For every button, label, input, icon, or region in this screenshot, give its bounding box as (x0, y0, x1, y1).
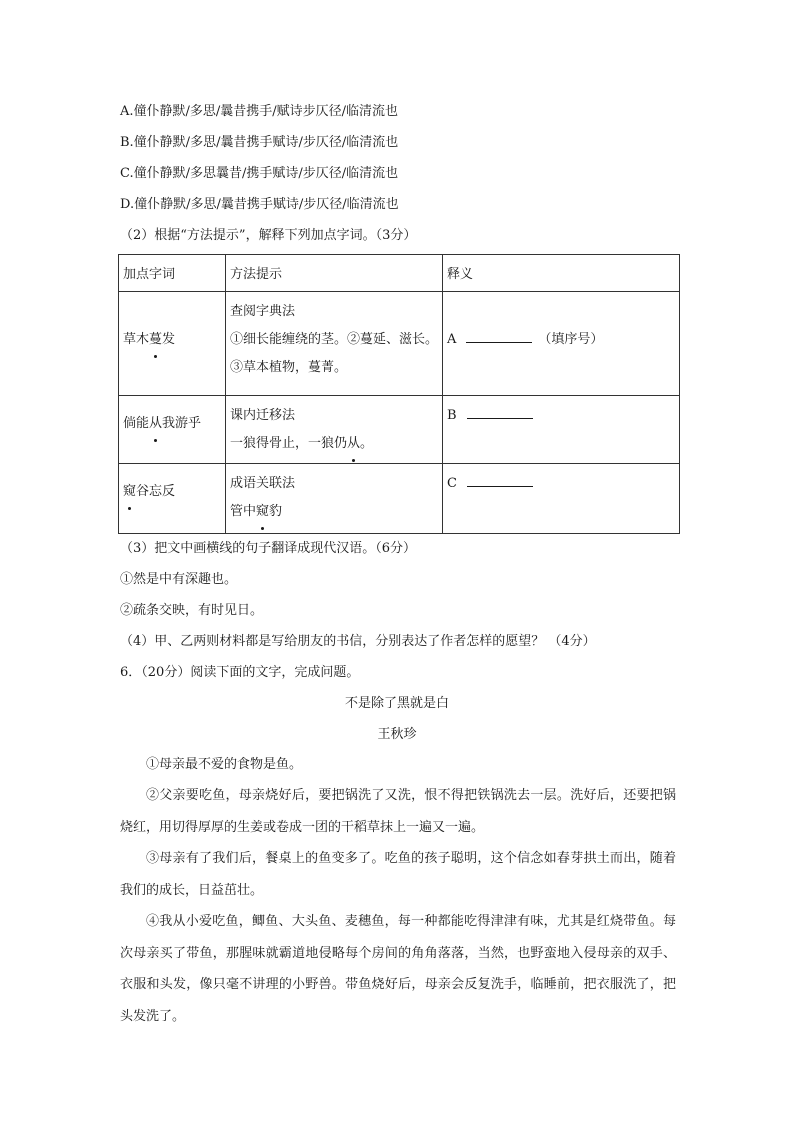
method-line: ①细长能缠绕的茎。②蔓延、滋长。 (230, 332, 439, 347)
method-title: 查阅字典法 (230, 304, 296, 319)
answer-note: （填序号） (538, 332, 604, 347)
article-paragraph: ②父亲要吃鱼，母亲烧好后，要把锅洗了又洗，恨不得把铁锅洗去一层。洗好后，还要把锅烧红，用切得厚厚的生姜或卷成一团的干稻草抹上一遍又一遍。 (120, 788, 676, 835)
method-text: 一狼得骨止，一狼仍 (230, 436, 348, 451)
word-text: 我游乎 (162, 416, 202, 431)
header-meaning: 释义 (443, 255, 680, 292)
article-paragraph: ①母亲最不爱的食物是鱼。 (146, 757, 303, 772)
question-3-item-1: ①然是中有深趣也。 (120, 572, 238, 587)
article-paragraph: ④我从小爱吃鱼，鲫鱼、大头鱼、麦穗鱼，每一种都能吃得津津有味，尤其是红烧带鱼。每次母亲买了带鱼，那腥味就霸道地侵略每个房间的角角落落，当然，也野蛮地入侵母亲的双手、衣服和头发，像只毫不讲理的小野兽。带鱼烧好后，母亲会反复洗手，临睡前，把衣服洗了，把头发洗了。 (120, 914, 676, 1024)
row1-method (226, 292, 443, 396)
dotted-char: 从 (347, 430, 360, 458)
question-2-prompt: （2）根据“方法提示”，解释下列加点字词。（3分） (120, 228, 417, 243)
article-paragraph: ③母亲有了我们后，餐桌上的鱼变多了。吃鱼的孩子聪明，这个信念如春芽拱土而出，随着我们的成长，日益茁壮。 (120, 851, 676, 898)
answer-blank-a[interactable] (466, 330, 532, 343)
question-3-item-2: ②疏条交映，有时见日。 (120, 603, 264, 618)
method-title: 成语关联法 (230, 476, 296, 491)
method-text: 豹 (269, 504, 283, 519)
header-word: 加点字词 (119, 255, 226, 292)
question-4-prompt: （4）甲、乙两则材料都是写给朋友的书信，分别表达了作者怎样的愿望？ （4分） (120, 634, 596, 649)
article-author: 王秋珍 (377, 727, 417, 742)
question-3-prompt: （3）把文中画横线的句子翻译成现代汉语。（6分） (120, 541, 417, 556)
dotted-char: 窥 (256, 498, 269, 526)
answer-label: C (447, 476, 457, 491)
method-title: 课内迁移法 (230, 408, 296, 423)
word-text: 草木 (123, 332, 150, 347)
option-a: A.僮仆静默/多思/曩昔携手/赋诗步仄径/临清流也 (120, 104, 399, 119)
answer-label: B (447, 408, 457, 423)
row1-word (119, 292, 226, 396)
row3-word (119, 464, 226, 534)
header-method: 方法提示 (226, 255, 443, 292)
dotted-char: 蔓 (149, 326, 162, 354)
answer-blank-b[interactable] (467, 406, 533, 419)
vocab-table (118, 254, 680, 534)
question-6-prompt: 6．（20分）阅读下面的文字，完成问题。 (120, 665, 360, 680)
row2-answer (443, 396, 680, 464)
method-line (230, 498, 438, 526)
option-c: C.僮仆静默/多思曩昔/携手赋诗/步仄径/临清流也 (120, 166, 399, 181)
row1-answer (443, 292, 680, 396)
row3-method (226, 464, 443, 534)
dotted-char: 从 (149, 410, 162, 438)
option-d: D.僮仆静默/多思/曩昔携手赋诗/步仄径/临清流也 (120, 197, 399, 212)
word-text: 发 (162, 332, 176, 347)
method-text: 管中 (230, 504, 257, 519)
row3-answer (443, 464, 680, 534)
word-text: 谷忘反 (136, 484, 176, 499)
answer-blank-c[interactable] (467, 474, 533, 487)
article-title: 不是除了黑就是白 (344, 696, 449, 711)
word-text: 倘能 (123, 416, 150, 431)
answer-label: A (447, 332, 457, 347)
option-b: B.僮仆静默/多思/曩昔携手赋诗/步仄径/临清流也 (120, 135, 399, 150)
method-line (230, 430, 438, 458)
row2-word (119, 396, 226, 464)
row2-method (226, 396, 443, 464)
method-line: ③草本植物，蔓菁。 (230, 360, 348, 375)
method-text: 。 (360, 436, 374, 451)
dotted-char: 窥 (123, 478, 136, 506)
